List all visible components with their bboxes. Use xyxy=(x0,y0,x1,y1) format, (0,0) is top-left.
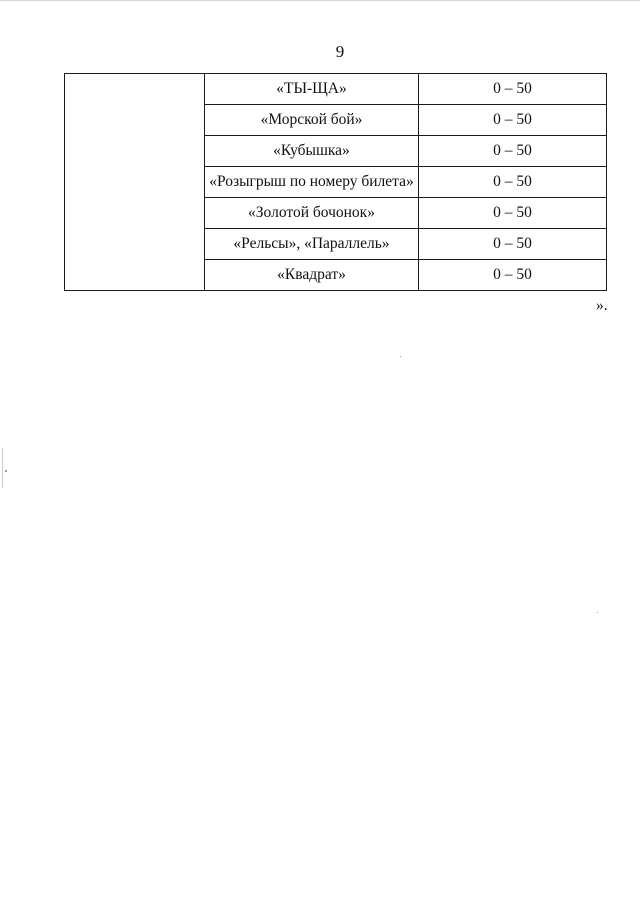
scan-artifact xyxy=(400,356,401,357)
range-cell: 0 – 50 xyxy=(419,260,607,291)
range-cell: 0 – 50 xyxy=(419,198,607,229)
scan-artifact xyxy=(2,448,3,488)
scan-artifact xyxy=(5,470,7,472)
closing-quote-mark: ». xyxy=(596,297,608,314)
lottery-name-cell: «Золотой бочонок» xyxy=(205,198,419,229)
lottery-table xyxy=(64,73,607,291)
lottery-name-cell: «ТЫ-ЩА» xyxy=(205,74,419,105)
lottery-name-cell: «Морской бой» xyxy=(205,105,419,136)
lottery-name-cell: «Рельсы», «Параллель» xyxy=(205,229,419,260)
range-cell: 0 – 50 xyxy=(419,229,607,260)
range-cell: 0 – 50 xyxy=(419,105,607,136)
lottery-name-cell: «Розыгрыш по номеру билета» xyxy=(205,167,419,198)
page-number: 9 xyxy=(335,42,345,61)
range-cell: 0 – 50 xyxy=(419,167,607,198)
merged-empty-cell xyxy=(65,74,205,291)
lottery-name-cell: «Квадрат» xyxy=(205,260,419,291)
lottery-name-cell: «Кубышка» xyxy=(205,136,419,167)
range-cell: 0 – 50 xyxy=(419,74,607,105)
top-edge-line xyxy=(0,0,640,1)
scan-artifact xyxy=(597,612,598,613)
range-cell: 0 – 50 xyxy=(419,136,607,167)
table-row xyxy=(65,74,607,105)
